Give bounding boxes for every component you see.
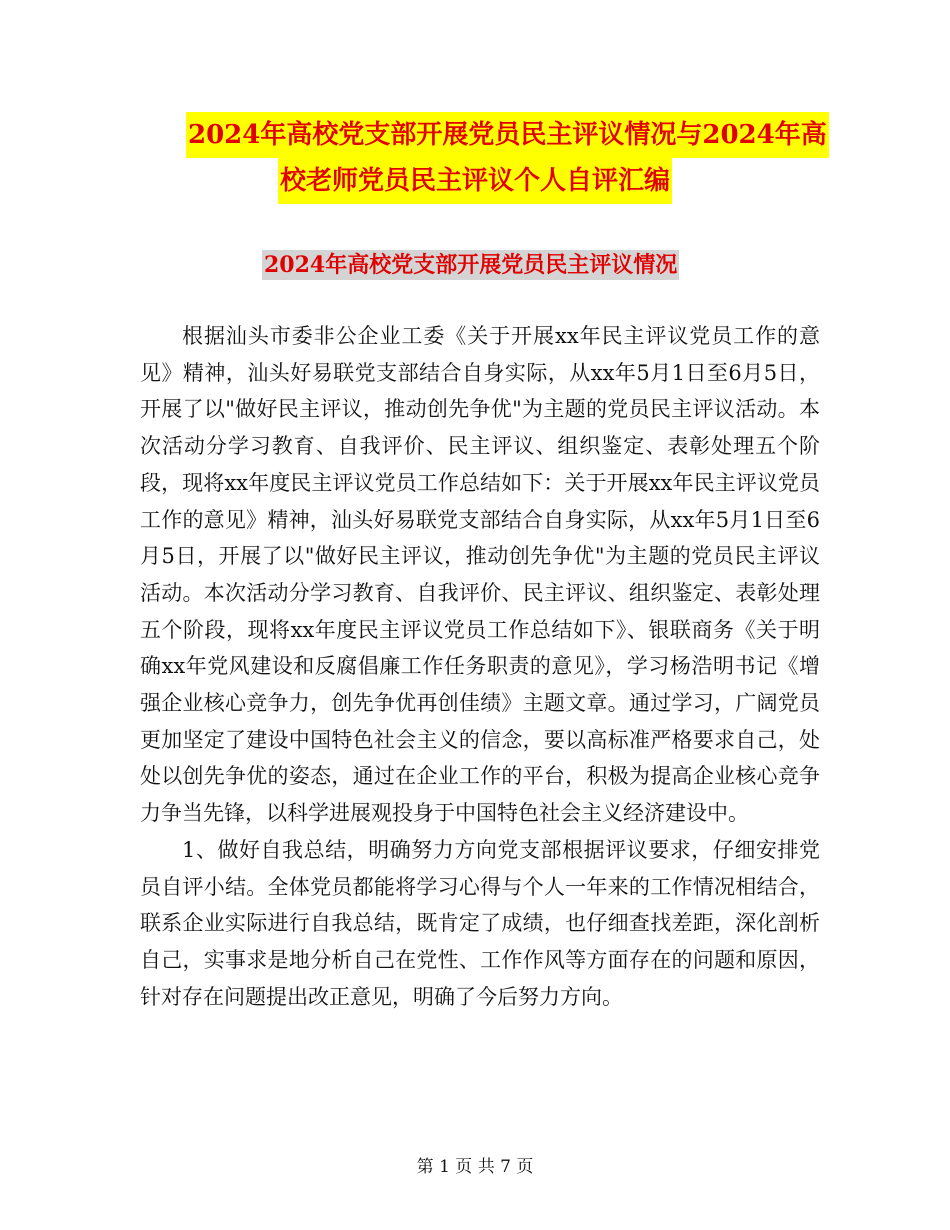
- body-paragraph-2: 1、做好自我总结，明确努力方向党支部根据评议要求，仔细安排党员自评小结。全体党员都能将学习心得与个人一年来的工作情况相结合，联系企业实际进行自我总结，既肯定了成绩，也仔细查找差距，深化剖析自己，实事求是地分析自己在党性、工作作风等方面存在的问题和原因，针对存在问题提出改正意见，明确了今后努力方向。: [140, 837, 820, 1009]
- document-title-line-2: 校老师党员民主评议个人自评汇编: [278, 158, 672, 204]
- document-body: [140, 318, 820, 1015]
- body-paragraph-1: 根据汕头市委非公企业工委《关于开展xx年民主评议党员工作的意见》精神，汕头好易联党支部结合自身实际，从xx年5月1日至6月5日，开展了以"做好民主评议，推动创先争优"为主题的党员民主评议活动。本次活动分学习教育、自我评价、民主评议、组织鉴定、表彰处理五个阶段，现将xx年度民主评议党员工作总结如下：关于开展xx年民主评议党员工作的意见》精神，汕头好易联党支部结合自身实际，从xx年5月1日至6月5日，开展了以"做好民主评议，推动创先争优"为主题的党员民主评议活动。本次活动分学习教育、自我评价、民主评议、组织鉴定、表彰处理五个阶段，现将xx年度民主评议党员工作总结如下》、银联商务《关于明确xx年党风建设和反腐倡廉工作任务职责的意见》，学习杨浩明书记《增强企业核心竞争力，创先争优再创佳绩》主题文章。通过学习，广阔党员更加坚定了建设中国特色社会主义的信念，要以高标准严格要求自己，处处以创先争优的姿态，通过在企业工作的平台，积极为提高企业核心竞争力争当先锋，以科学进展观投身于中国特色社会主义经济建设中。: [140, 324, 820, 826]
- document-title-line-1: 2024年高校党支部开展党员民主评议情况与2024年高: [186, 112, 829, 158]
- section-title: 2024年高校党支部开展党员民主评议情况: [264, 252, 678, 278]
- document-title: [186, 112, 827, 196]
- page-footer: 第 1 页 共 7 页: [416, 1157, 534, 1177]
